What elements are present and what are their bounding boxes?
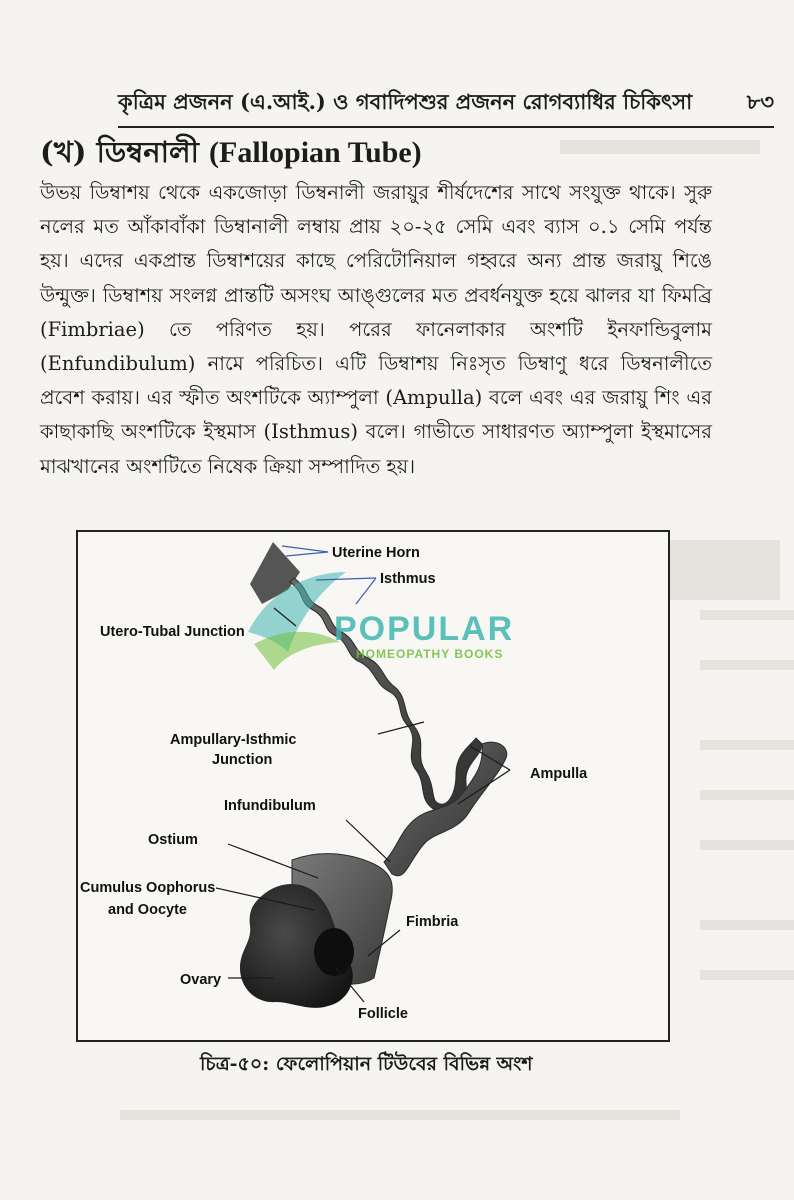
running-title: কৃত্রিম প্রজনন (এ.আই.) ও গবাদিপশুর প্রজনন রোগব্যাধির চিকিৎসা (118, 89, 693, 114)
fallopian-tube-diagram (78, 532, 668, 1040)
section-title-english: (Fallopian Tube) (209, 136, 422, 169)
running-header (118, 86, 774, 128)
body-paragraph: উভয় ডিম্বাশয় থেকে একজোড়া ডিম্বনালী জরায়ুর শীর্ষদেশের সাথে সংযুক্ত থাকে। সুরু নলের মত আঁকাবাঁকা ডিম্বানালী লম্বায় প্রায় ২০-২৫ সেমি এবং ব্যাস ০.১ সেমি পর্যন্ত হয়। এদের একপ্রান্ত ডিম্বাশয়ের কাছে পেরিটোনিয়াল গহ্বরে অন্য প্রান্ত জরায়ু শিঙে উন্মুক্ত। ডিম্বাশয় সংলগ্ন প্রান্তটি অসংঘ আঙ্গুলের মত প্রবর্ধনযুক্ত হয়ে ঝালর যা ফিমব্রি (Fimbriae) তে পরিণত হয়। পরের ফানেলাকার অংশটি ইনফান্ডিবুলাম (Enfundibulum) নামে পরিচিত। এটি ডিম্বাশয় নিঃসৃত ডিম্বাণু ধরে ডিম্বনালীতে প্রবেশ করায়। এর স্ফীত অংশটিকে অ্যাম্পুলা (Ampulla) বলে এবং এর জরায়ু শিং এর কাছাকাছি অংশটিকে ইস্থমাস (Isthmus) বলে। গাভীতে সাধারণত অ্যাম্পুলা ইস্থমাসের মাঝখানের অংশটিতে নিষেক ক্রিয়া সম্পাদিত হয়। (40, 181, 712, 478)
page-number: ৮৩ (746, 89, 774, 114)
label-utero-tubal-junction: Utero-Tubal Junction (100, 624, 245, 640)
fallopian-tube-figure (76, 530, 670, 1042)
label-follicle: Follicle (358, 1006, 408, 1022)
label-ampulla: Ampulla (530, 766, 588, 782)
label-isthmus: Isthmus (380, 571, 436, 587)
follicle-shape (314, 928, 354, 976)
label-fimbria: Fimbria (406, 914, 459, 930)
label-ampullary-isthmic-1: Ampullary-Isthmic (170, 732, 297, 748)
watermark-subtitle: HOMEOPATHY BOOKS (356, 647, 504, 661)
figure-caption: চিত্র-৫০: ফেলোপিয়ান টিউবের বিভিন্ন অংশ (200, 1053, 533, 1075)
label-infundibulum: Infundibulum (224, 798, 316, 814)
label-ostium: Ostium (148, 832, 198, 848)
label-ovary: Ovary (180, 972, 222, 988)
label-uterine-horn: Uterine Horn (332, 545, 420, 561)
label-cumulus-1: Cumulus Oophorus (80, 880, 216, 896)
label-ampullary-isthmic-2: Junction (212, 752, 273, 768)
watermark-title: POPULAR (334, 610, 515, 648)
ampulla-lower-shape (384, 742, 507, 876)
section-heading (40, 130, 422, 179)
section-title-bengali: (খ) ডিম্বনালী (40, 135, 199, 169)
label-cumulus-2: and Oocyte (108, 902, 187, 918)
